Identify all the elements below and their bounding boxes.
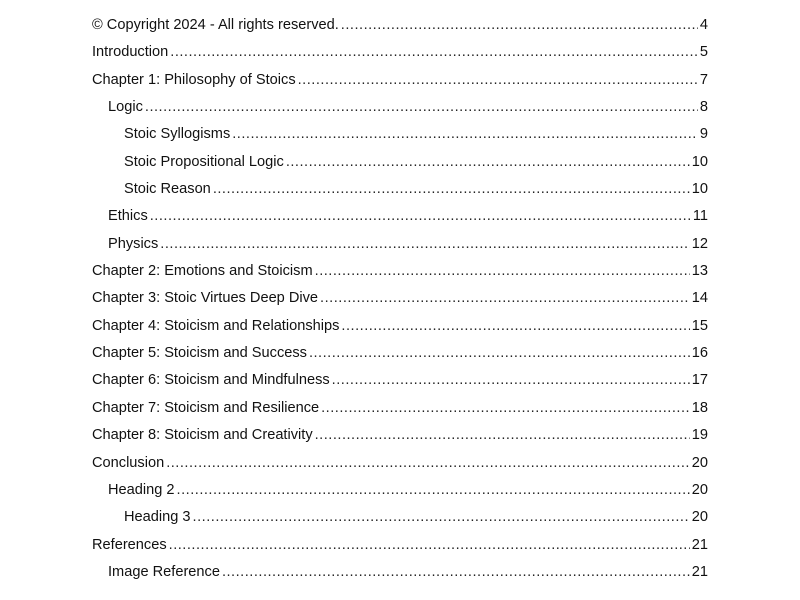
toc-entry-page-number: 16	[691, 345, 708, 362]
toc-entry-title: Heading 3	[124, 509, 191, 526]
toc-entry-stoic-propositional-logic[interactable]	[92, 149, 708, 176]
toc-entry-title: Chapter 8: Stoicism and Creativity	[92, 427, 313, 444]
dot-leader	[170, 39, 698, 66]
dot-leader	[177, 477, 690, 504]
toc-entry-heading-3[interactable]	[92, 504, 708, 531]
toc-entry-title: Conclusion	[92, 454, 165, 471]
toc-entry-title: References	[92, 536, 167, 553]
toc-entry-page-number: 10	[691, 153, 708, 170]
toc-entry-chapter-5[interactable]	[92, 340, 708, 367]
toc-entry-page-number: 20	[691, 509, 708, 526]
toc-entry-title: Introduction	[92, 44, 169, 61]
toc-entry-ethics[interactable]	[92, 203, 708, 230]
toc-entry-title: © Copyright 2024 - All rights reserved.	[92, 17, 339, 33]
toc-entry-title: Logic	[108, 99, 143, 116]
toc-entry-heading-2[interactable]	[92, 477, 708, 504]
dot-leader	[321, 395, 690, 422]
toc-entry-introduction[interactable]	[92, 39, 708, 66]
dot-leader	[222, 559, 690, 586]
toc-entry-image-reference[interactable]	[92, 559, 708, 586]
toc-entry-page-number: 20	[691, 454, 708, 471]
toc-entry-chapter-4[interactable]	[92, 313, 708, 340]
toc-entry-stoic-syllogisms[interactable]	[92, 121, 708, 148]
toc-entry-conclusion[interactable]	[92, 450, 708, 477]
toc-entry-page-number: 15	[691, 317, 708, 334]
toc-entry-page-number: 5	[699, 44, 708, 61]
toc-entry-page-number: 19	[691, 427, 708, 444]
dot-leader	[341, 12, 698, 39]
toc-entry-title: Ethics	[108, 208, 148, 225]
dot-leader	[166, 450, 690, 477]
dot-leader	[315, 258, 690, 285]
toc-entry-title: Chapter 5: Stoicism and Success	[92, 345, 307, 362]
dot-leader	[341, 313, 689, 340]
toc-entry-chapter-7[interactable]	[92, 395, 708, 422]
toc-entry-title: Chapter 2: Emotions and Stoicism	[92, 263, 313, 280]
toc-entry-chapter-1[interactable]	[92, 67, 708, 94]
toc-entry-page-number: 21	[691, 563, 708, 580]
toc-entry-chapter-6[interactable]	[92, 367, 708, 394]
toc-entry-page-number: 14	[691, 290, 708, 307]
dot-leader	[193, 504, 690, 531]
toc-entry-title: Stoic Reason	[124, 181, 211, 198]
dot-leader	[309, 340, 690, 367]
toc-entry-title: Chapter 6: Stoicism and Mindfulness	[92, 372, 330, 389]
toc-entry-page-number: 21	[691, 536, 708, 553]
dot-leader	[320, 285, 690, 312]
toc-entry-title: Chapter 4: Stoicism and Relationships	[92, 317, 340, 334]
toc-entry-copyright[interactable]	[92, 12, 708, 39]
dot-leader	[169, 532, 690, 559]
toc-entry-page-number: 4	[699, 17, 708, 33]
dot-leader	[160, 231, 689, 258]
toc-entry-chapter-3[interactable]	[92, 285, 708, 312]
table-of-contents	[92, 12, 708, 586]
toc-entry-logic[interactable]	[92, 94, 708, 121]
toc-entry-references[interactable]	[92, 532, 708, 559]
toc-entry-page-number: 17	[691, 372, 708, 389]
toc-entry-page-number: 12	[691, 235, 708, 252]
toc-entry-page-number: 8	[699, 99, 708, 116]
toc-entry-page-number: 18	[691, 399, 708, 416]
dot-leader	[298, 67, 698, 94]
toc-entry-chapter-8[interactable]	[92, 422, 708, 449]
toc-entry-chapter-2[interactable]	[92, 258, 708, 285]
toc-entry-page-number: 11	[692, 208, 708, 225]
toc-entry-title: Heading 2	[108, 481, 175, 498]
dot-leader	[332, 367, 690, 394]
toc-entry-title: Chapter 7: Stoicism and Resilience	[92, 399, 320, 416]
dot-leader	[315, 422, 690, 449]
toc-entry-title: Image Reference	[108, 563, 220, 580]
toc-entry-page-number: 7	[699, 71, 708, 88]
toc-entry-page-number: 9	[699, 126, 708, 143]
toc-entry-title: Chapter 1: Philosophy of Stoics	[92, 71, 296, 88]
dot-leader	[232, 121, 698, 148]
toc-entry-stoic-reason[interactable]	[92, 176, 708, 203]
toc-entry-title: Stoic Syllogisms	[124, 126, 231, 143]
dot-leader	[286, 149, 690, 176]
toc-entry-page-number: 10	[691, 181, 708, 198]
toc-entry-title: Chapter 3: Stoic Virtues Deep Dive	[92, 290, 319, 307]
dot-leader	[145, 94, 698, 121]
toc-entry-title: Stoic Propositional Logic	[124, 153, 284, 170]
toc-entry-title: Physics	[108, 235, 159, 252]
toc-entry-page-number: 13	[691, 263, 708, 280]
dot-leader	[150, 203, 691, 230]
toc-entry-page-number: 20	[691, 481, 708, 498]
toc-entry-physics[interactable]	[92, 231, 708, 258]
dot-leader	[213, 176, 690, 203]
